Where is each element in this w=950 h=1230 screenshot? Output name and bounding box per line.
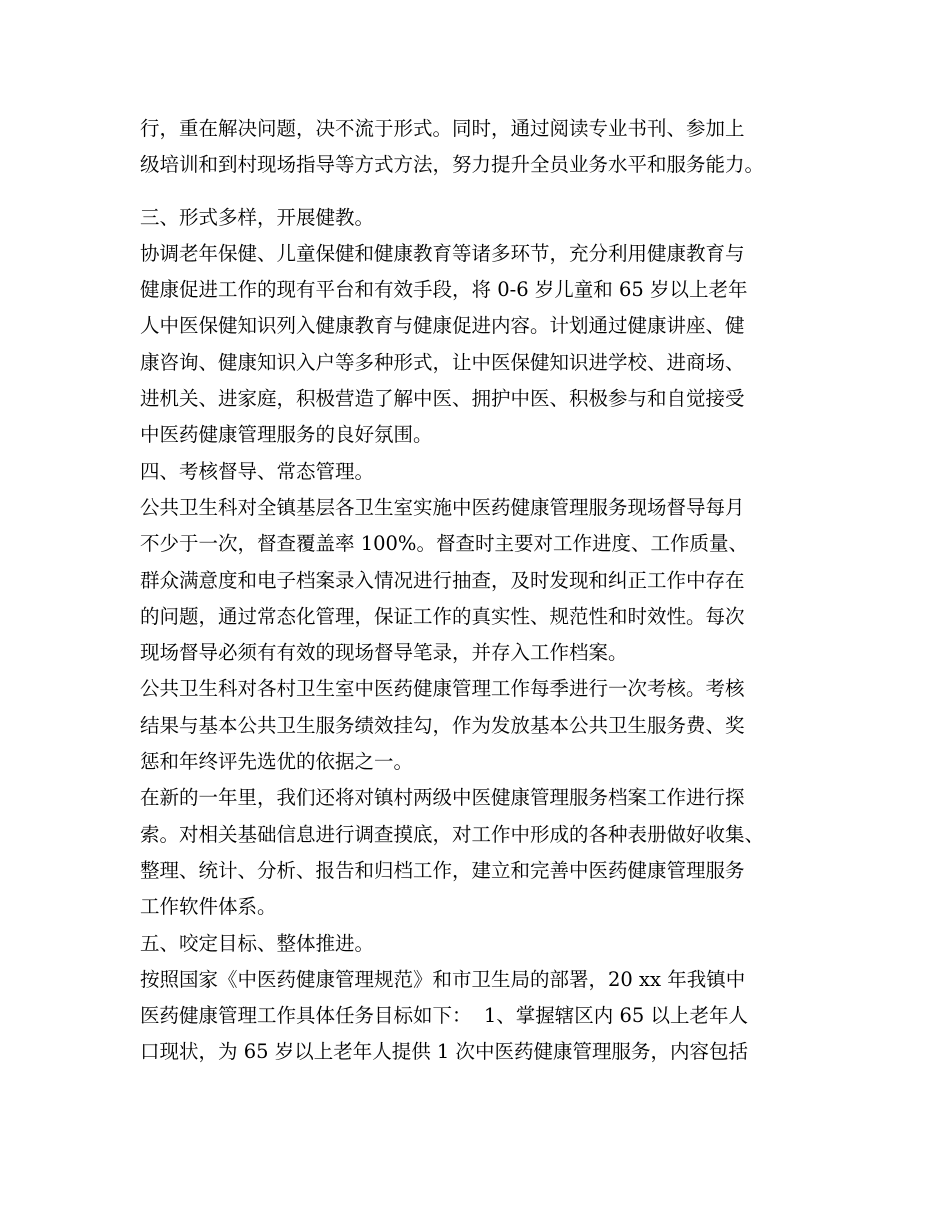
text-line: 进机关、进家庭，积极营造了解中医、拥护中医、积极参与和自觉接受 [140, 387, 745, 411]
section-heading-4: 四、考核督导、常态管理。 [140, 459, 375, 483]
text-line: 级培训和到村现场指导等方式方法，努力提升全员业务水平和服务能力。 [140, 153, 765, 177]
text-line: 医药健康管理工作具体任务目标如下： 1、掌握辖区内 65 以上老年人 [140, 1004, 749, 1028]
text-line: 协调老年保健、儿童保健和健康教育等诸多环节，充分利用健康教育与 [140, 241, 745, 265]
text-line: 结果与基本公共卫生服务绩效挂勾，作为发放基本公共卫生服务费、奖 [140, 713, 745, 737]
text-line: 公共卫生科对全镇基层各卫生室实施中医药健康管理服务现场督导每月 [140, 495, 745, 519]
text-line: 公共卫生科对各村卫生室中医药健康管理工作每季进行一次考核。考核 [140, 677, 745, 701]
text-line: 在新的一年里，我们还将对镇村两级中医健康管理服务档案工作进行探 [140, 786, 745, 810]
document-body [140, 200, 840, 1071]
text-line: 索。对相关基础信息进行调查摸底，对工作中形成的各种表册做好收集、 [140, 822, 765, 846]
text-line: 现场督导必须有有效的现场督导笔录，并存入工作档案。 [140, 641, 628, 665]
document-page [140, 111, 840, 1071]
text-line: 人中医保健知识列入健康教育与健康促进内容。计划通过健康讲座、健 [140, 314, 745, 338]
text-line: 口现状，为 65 岁以上老年人提供 1 次中医药健康管理服务，内容包括 [140, 1040, 749, 1064]
text-line: 康咨询、健康知识入户等多种形式，让中医保健知识进学校、进商场、 [140, 350, 745, 374]
text-line: 工作软件体系。 [140, 895, 277, 919]
text-line: 按照国家《中医药健康管理规范》和市卫生局的部署，20 xx 年我镇中 [140, 967, 746, 991]
text-line: 整理、统计、分析、报告和归档工作，建立和完善中医药健康管理服务 [140, 858, 745, 882]
paragraph-gap [140, 184, 840, 200]
text-line: 惩和年终评先选优的依据之一。 [140, 750, 414, 774]
text-line: 群众满意度和电子档案录入情况进行抽查，及时发现和纠正工作中存在 [140, 568, 745, 592]
text-line: 中医药健康管理服务的良好氛围。 [140, 423, 433, 447]
section-heading-5: 五、咬定目标、整体推进。 [140, 931, 375, 955]
section-heading-3: 三、形式多样，开展健教。 [140, 205, 375, 229]
text-line: 的问题，通过常态化管理，保证工作的真实性、规范性和时效性。每次 [140, 604, 745, 628]
paragraph-continuation [140, 111, 840, 184]
text-line: 行，重在解决问题，决不流于形式。同时，通过阅读专业书刊、参加上 [140, 117, 745, 140]
text-line: 不少于一次，督查覆盖率 100%。督查时主要对工作进度、工作质量、 [140, 532, 748, 556]
text-line: 健康促进工作的现有平台和有效手段，将 0-6 岁儿童和 65 岁以上老年 [140, 278, 748, 302]
